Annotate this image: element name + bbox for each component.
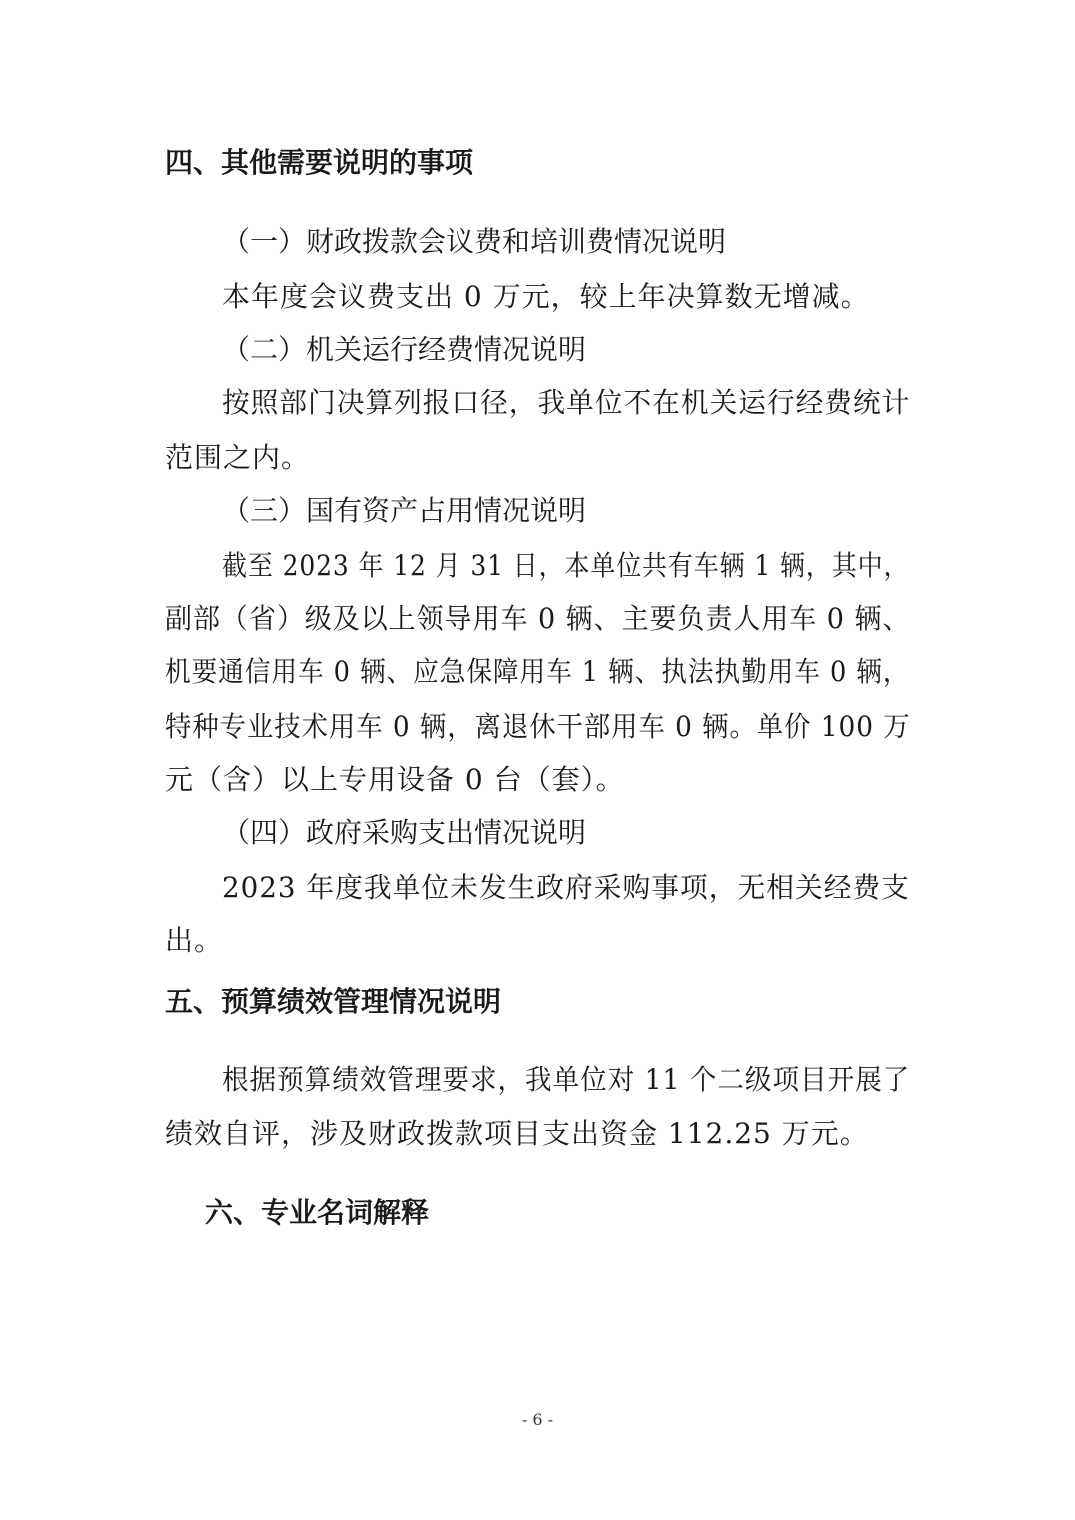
subsection-3-paragraph-line: 特种专业技术用车 0 辆，离退休干部用车 0 辆。单价 100 万 [165,710,911,743]
subsection-3-heading: （三）国有资产占用情况说明 [222,494,587,527]
section-5-heading: 五、预算绩效管理情况说明 [165,985,502,1018]
subsection-4-paragraph-line: 出。 [165,924,224,957]
subsection-4-heading: （四）政府采购支出情况说明 [222,816,587,849]
section-4-heading: 四、其他需要说明的事项 [165,146,474,179]
subsection-3-paragraph-line: 元（含）以上专用设备 0 台（套）。 [165,763,625,796]
subsection-2-paragraph-line: 按照部门决算列报口径，我单位不在机关运行经费统计 [222,386,911,419]
page-number: - 6 - [521,1410,554,1429]
subsection-3-paragraph-line: 截至 2023 年 12 月 31 日，本单位共有车辆 1 辆，其中， [222,549,910,582]
subsection-1-paragraph-line: 本年度会议费支出 0 万元，较上年决算数无增减。 [222,280,870,313]
subsection-3-paragraph-line: 机要通信用车 0 辆、应急保障用车 1 辆、执法执勤用车 0 辆， [165,655,910,688]
subsection-1-heading: （一）财政拨款会议费和培训费情况说明 [222,225,727,258]
section-5-paragraph-line: 绩效自评，涉及财政拨款项目支出资金 112.25 万元。 [165,1117,869,1150]
section-6-heading: 六、专业名词解释 [205,1196,430,1229]
subsection-3-paragraph-line: 副部（省）级及以上领导用车 0 辆、主要负责人用车 0 辆、 [165,602,911,635]
subsection-2-paragraph-line: 范围之内。 [165,441,311,474]
subsection-2-heading: （二）机关运行经费情况说明 [222,333,587,366]
subsection-4-paragraph-line: 2023 年度我单位未发生政府采购事项，无相关经费支 [222,871,910,904]
section-5-paragraph-line: 根据预算绩效管理要求，我单位对 11 个二级项目开展了 [222,1063,911,1096]
